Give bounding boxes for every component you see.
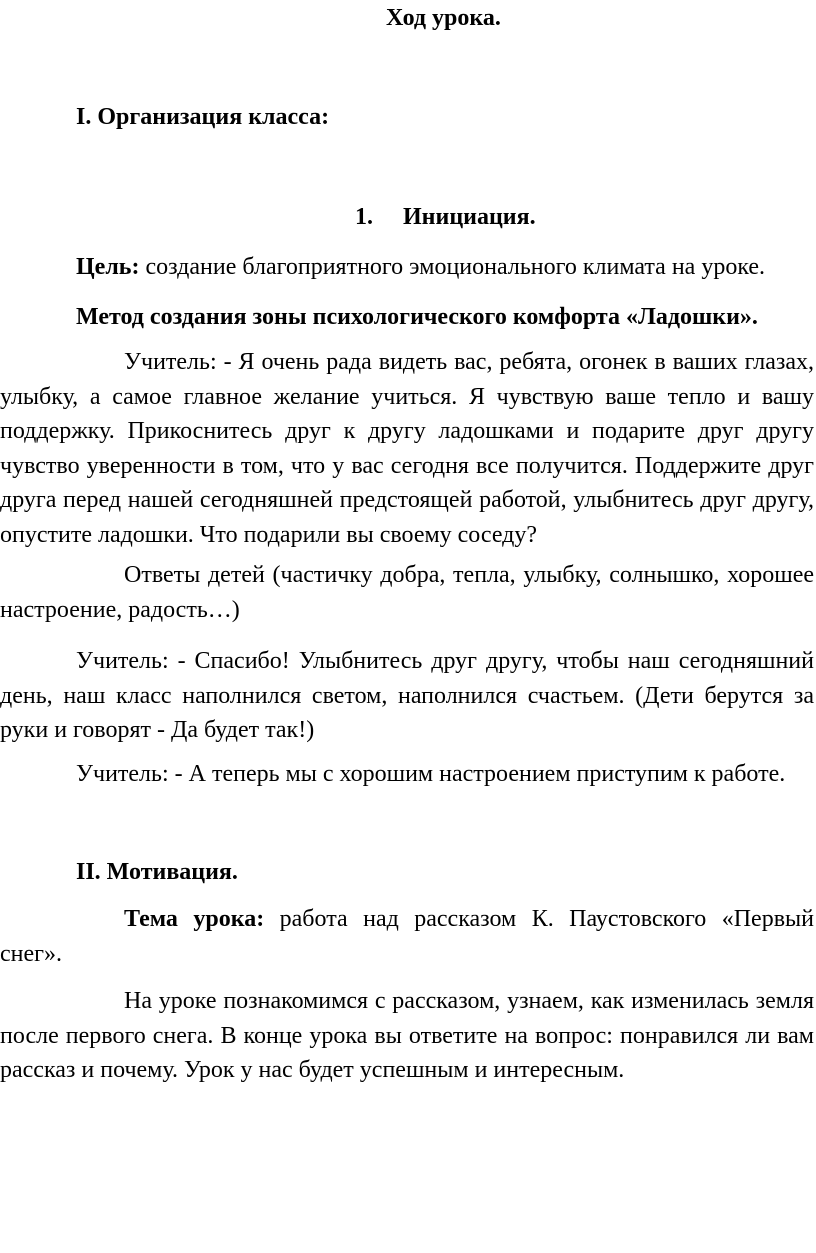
teacher-greeting-paragraph: Учитель: - Я очень рада видеть вас, ребята, огонек в ваших глазах, улыбку, а самое главное желание учиться. Я чувствую ваше тепло и вашу поддержку. Прикоснитесь друг к другу ладошками и подарите друг другу чувство уверенности в том, что у вас сегодня все получится. Поддержите друг друга перед нашей сегодняшней предстоящей работой, улыбнитесь друг другу, опустите ладошки. Что подарили вы своему соседу? (0, 349, 814, 548)
teacher-closing-line: Учитель: - А теперь мы с хорошим настроением приступим к работе. (76, 761, 786, 787)
teacher-thanks-paragraph: Учитель: - Спасибо! Улыбнитесь друг другу, чтобы наш сегодняшний день, наш класс наполнился светом, наполнился счастьем. (Дети берутся за руки и говорят - Да будет так!) (0, 648, 814, 743)
document-title: Ход урока. (386, 5, 501, 31)
children-answers-paragraph: Ответы детей (частичку добра, тепла, улыбку, солнышко, хорошее настроение, радость…) (0, 562, 814, 623)
topic-text: работа над рассказом К. Паустовского «Первый снег». (0, 906, 815, 967)
method-line: Метод создания зоны психологического комфорта «Ладошки». (76, 304, 758, 330)
section-1-heading: I. Организация класса: (76, 104, 330, 130)
goal-line (76, 253, 765, 282)
goal-label: Цель: (76, 254, 140, 280)
subsection-number: 1. (355, 204, 373, 230)
topic-label: Тема урока: (124, 906, 265, 932)
section-2-heading: II. Мотивация. (76, 859, 238, 885)
subsection-title: Инициация. (403, 204, 536, 230)
subsection-heading (355, 203, 536, 232)
goal-text: создание благоприятного эмоционального климата на уроке. (139, 254, 766, 280)
lesson-plan-paragraph: На уроке познакомимся с рассказом, узнаем, как изменилась земля после первого снега. В конце урока вы ответите на вопрос: понравился ли вам рассказ и почему. Урок у нас будет успешным и интересным. (0, 988, 814, 1083)
lesson-topic-paragraph (0, 902, 814, 971)
